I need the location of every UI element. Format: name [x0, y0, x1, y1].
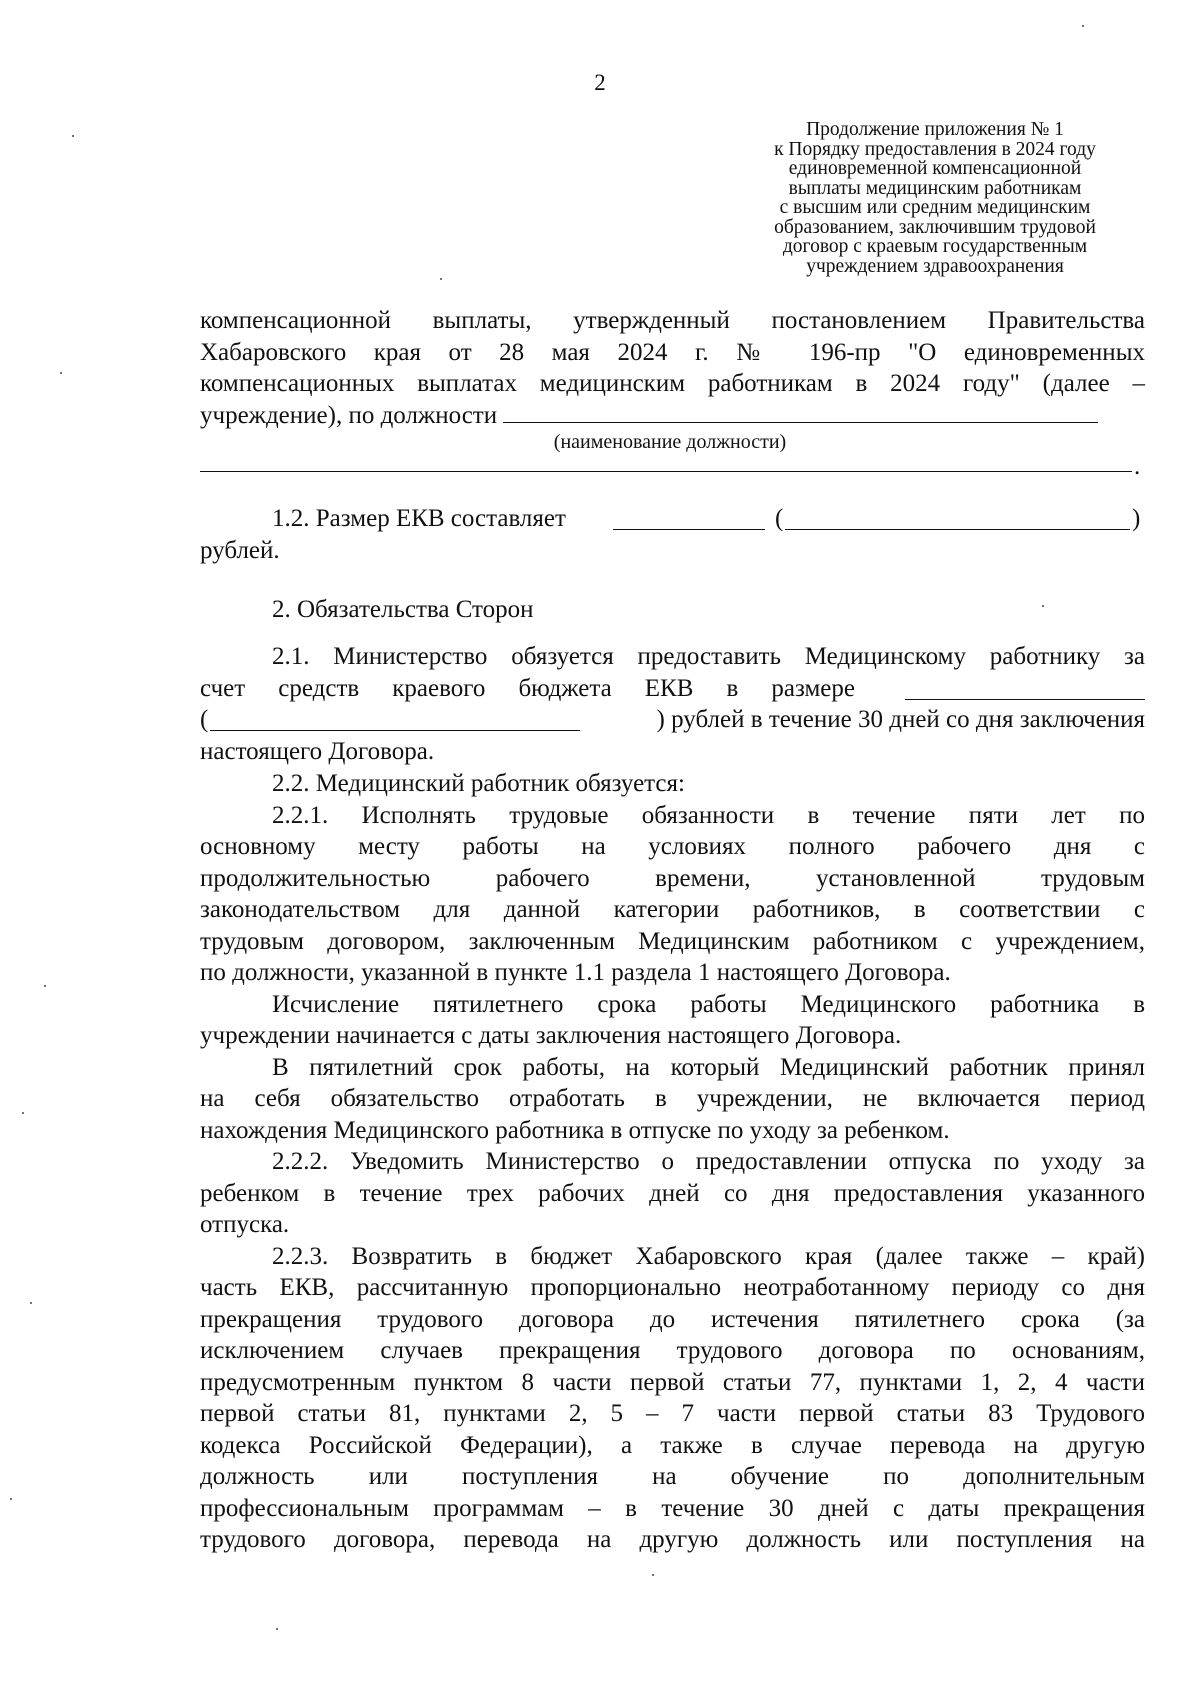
position-continuation [200, 453, 1145, 483]
intro-line: компенсационных выплатах медицинским работникам в 2024 году" (далее – [200, 370, 1145, 397]
intro-line: учреждение), по должности [200, 401, 498, 429]
position-caption: (наименование должности) [553, 431, 787, 453]
section-2-title: 2. Обязательства Сторон [272, 596, 534, 623]
scan-speck [652, 1574, 654, 1576]
leave-line: на себя обязательство отработать в учреждении, не включается период [200, 1085, 1145, 1112]
position-line-end: . [1134, 453, 1141, 480]
p223-line: исключением случаев прекращения трудового договора по основаниям, [200, 1337, 1145, 1364]
p223-line: первой статьи 81, пунктами 2, 5 – 7 части первой статьи 83 Трудового [200, 1400, 1145, 1427]
intro-line: Хабаровского края от 28 мая 2024 г. № 196-пр "О единовременных [200, 338, 1145, 366]
p21-line: настоящего Договора. [200, 737, 435, 765]
appendix-header-line: договор с краевым государственным [782, 236, 1088, 257]
p223-line: часть ЕКВ, рассчитанную пропорционально неотработанному периоду со дня [200, 1274, 1145, 1301]
appendix-header [735, 120, 1135, 276]
ekv-close-paren: ) [1132, 505, 1141, 532]
appendix-header-line: образованием, заключившим трудовой [774, 216, 1096, 238]
position-blank-field [503, 400, 1098, 423]
ekv-size-paragraph [200, 503, 1145, 566]
ekv-size-label: 1.2. Размер ЕКВ составляет [272, 505, 566, 532]
p222-line: 2.2.2. Уведомить Министерство о предоставлении отпуска по уходу за [272, 1148, 1145, 1175]
p21-line: 2.1. Министерство обязуется предоставить Медицинскому работнику за [272, 643, 1145, 670]
ekv-amount-field-2 [905, 677, 1145, 700]
p21-line-words [200, 704, 1145, 736]
ekv-amount-words-field-2 [210, 708, 580, 731]
appendix-header-line: учреждением здравоохранения [806, 255, 1064, 277]
scan-speck [60, 372, 62, 374]
paragraph-2-2 [200, 768, 1145, 1556]
p222-line: отпуска. [200, 1211, 290, 1238]
appendix-header-line: единовременной компенсационной [788, 158, 1082, 179]
p223-line: прекращения трудового договора до истечения пятилетнего срока (за [200, 1305, 1145, 1333]
ekv-open-paren: ( [775, 505, 784, 532]
p223-line: кодекса Российской Федерации), а также в случае перевода на другую [200, 1431, 1145, 1459]
p222-line: ребенком в течение трех рабочих дней со дня предоставления указанного [200, 1179, 1145, 1207]
leave-line: В пятилетний срок работы, на который Медицинский работник принял [272, 1053, 1145, 1081]
p221-line: законодательством для данной категории работников, в соответствии с [200, 896, 1145, 923]
p22-line: 2.2. Медицинский работник обязуется: [272, 770, 685, 797]
p223-line: профессиональным программам – в течение 30 дней с даты прекращения [200, 1494, 1145, 1522]
p223-line: трудового договора, перевода на другую должность или поступления на [200, 1526, 1145, 1553]
scan-speck [30, 1302, 32, 1304]
appendix-header-line: с высшим или средним медицинским [779, 197, 1091, 218]
p21-line: ) рублей в течение 30 дней со дня заключения [656, 706, 1145, 733]
p21-line-amount [200, 673, 1145, 705]
page-number: 2 [594, 70, 606, 95]
ekv-size-line [200, 503, 1145, 535]
scan-speck [22, 1112, 24, 1114]
p221-line: трудовым договором, заключенным Медицинским работником с учреждением, [200, 927, 1145, 955]
scan-speck [44, 985, 46, 987]
intro-line: компенсационной выплаты, утвержденный постановлением Правительства [200, 307, 1145, 334]
calc-line: учреждении начинается с даты заключения настоящего Договора. [200, 1022, 902, 1049]
scan-speck [440, 278, 442, 280]
p223-line: должность или поступления на обучение по дополнительным [200, 1463, 1145, 1490]
section-2 [200, 594, 1145, 626]
p221-line: по должности, указанной в пункте 1.1 раздела 1 настоящего Договора. [200, 959, 951, 986]
appendix-header-line: выплаты медицинским работникам [788, 177, 1082, 199]
p21-open-paren: ( [200, 706, 209, 733]
paragraph-2-1 [200, 641, 1145, 767]
scan-speck [10, 1498, 12, 1500]
leave-line: нахождения Медицинского работника в отпуске по уходу за ребенком. [200, 1116, 950, 1144]
scan-speck [1082, 25, 1084, 27]
scan-speck [72, 135, 74, 137]
scan-speck [276, 1628, 278, 1630]
appendix-header-line: Продолжение приложения № 1 [806, 119, 1064, 140]
ekv-amount-words-field [785, 507, 1130, 530]
p221-line: продолжительностью рабочего времени, установленной трудовым [200, 864, 1145, 892]
p21-line: счет средств краевого бюджета ЕКВ в размере [200, 674, 855, 702]
appendix-header-line: к Порядку предоставления в 2024 году [774, 138, 1096, 160]
p223-line: предусмотренным пунктом 8 части первой статьи 77, пунктами 1, 2, 4 части [200, 1368, 1145, 1396]
intro-line-position [200, 400, 1145, 432]
intro-paragraph [200, 305, 1145, 483]
ekv-size-suffix: рублей. [200, 536, 280, 564]
p223-line: 2.2.3. Возвратить в бюджет Хабаровского края (далее также – край) [272, 1242, 1145, 1270]
position-blank-line [200, 449, 1132, 472]
scan-speck [1042, 605, 1044, 607]
calc-line: Исчисление пятилетнего срока работы Медицинского работника в [272, 990, 1145, 1018]
p221-line: основному месту работы на условиях полного рабочего дня с [200, 833, 1145, 860]
p221-line: 2.2.1. Исполнять трудовые обязанности в течение пяти лет по [272, 801, 1145, 829]
ekv-amount-field [613, 507, 765, 530]
